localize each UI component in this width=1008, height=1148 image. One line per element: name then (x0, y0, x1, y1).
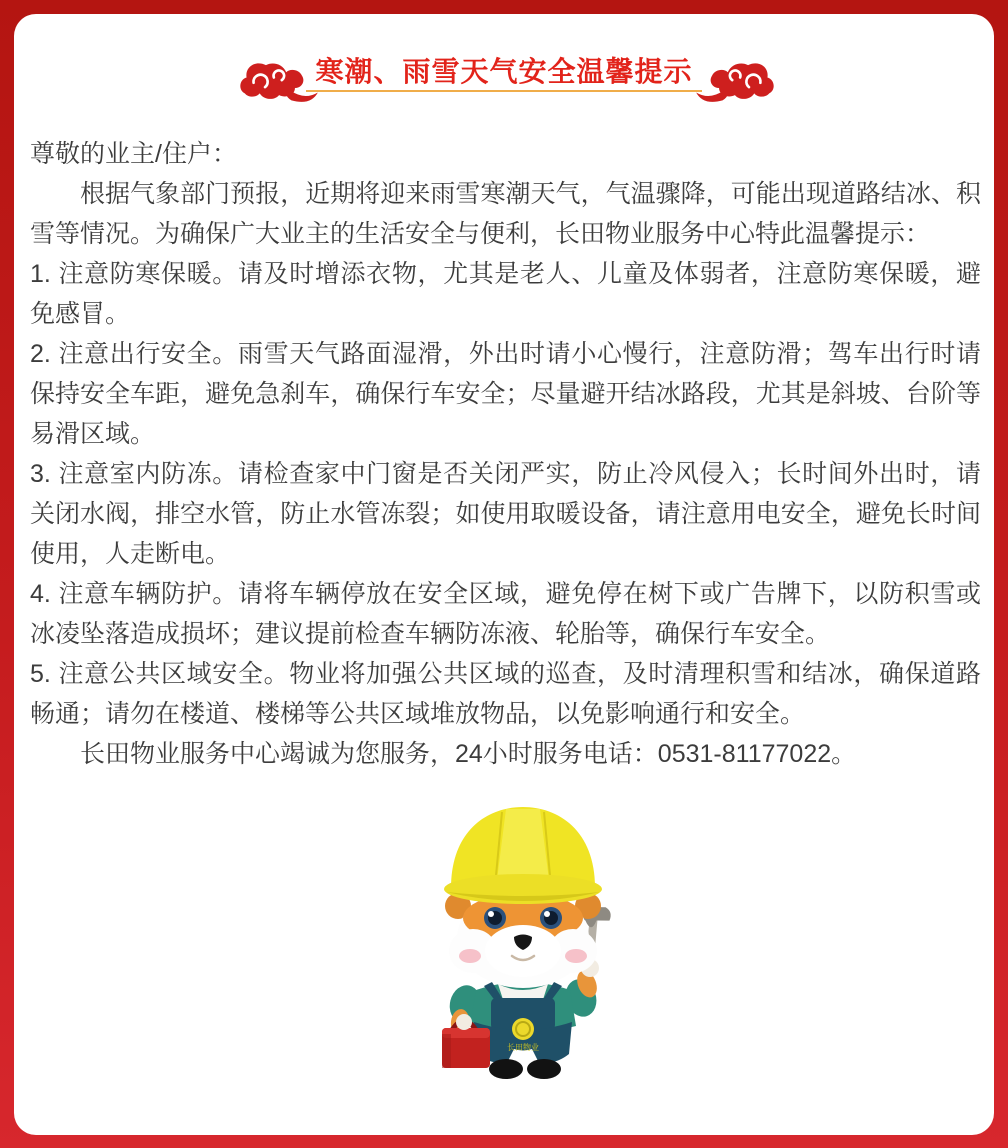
title-underline (306, 90, 702, 92)
notice-item-4: 4. 注意车辆防护。请将车辆停放在安全区域，避免停在树下或广告牌下，以防积雪或冰凌坠落造成损坏；建议提前检查车辆防冻液、轮胎等，确保行车安全。 (30, 580, 981, 648)
auspicious-cloud-right-icon (690, 52, 778, 110)
intro-paragraph: 根据气象部门预报，近期将迎来雨雪寒潮天气，气温骤降，可能出现道路结冰、积雪等情况。为确保广大业主的生活安全与便利，长田物业服务中心特此温馨提示： (30, 180, 981, 248)
notice-body (30, 134, 981, 774)
notice-item-1: 1. 注意防寒保暖。请及时增添衣物，尤其是老人、儿童及体弱者，注意防寒保暖，避免感冒。 (30, 260, 981, 328)
mascot-image (418, 798, 628, 1083)
salutation: 尊敬的业主/住户： (30, 140, 237, 168)
page-title: 寒潮、雨雪天气安全温馨提示 (315, 56, 693, 87)
notice-card (14, 14, 994, 1135)
closing-paragraph: 长田物业服务中心竭诚为您服务，24小时服务电话：0531-81177022。 (80, 740, 857, 768)
mascot-badge-text: 长田物业 (507, 1043, 539, 1052)
notice-item-3: 3. 注意室内防冻。请检查家中门窗是否关闭严实，防止冷风侵入；长时间外出时，请关闭水阀，排空水管，防止水管冻裂；如使用取暖设备，请注意用电安全，避免长时间使用，人走断电。 (30, 460, 981, 568)
notice-item-2: 2. 注意出行安全。雨雪天气路面湿滑，外出时请小心慢行，注意防滑；驾车出行时请保持安全车距，避免急刹车，确保行车安全；尽量避开结冰路段，尤其是斜坡、台阶等易滑区域。 (30, 340, 981, 448)
notice-item-5: 5. 注意公共区域安全。物业将加强公共区域的巡查，及时清理积雪和结冰，确保道路畅通；请勿在楼道、楼梯等公共区域堆放物品，以免影响通行和安全。 (30, 660, 981, 728)
notice-header (14, 14, 994, 124)
hard-hat-icon (444, 807, 602, 904)
